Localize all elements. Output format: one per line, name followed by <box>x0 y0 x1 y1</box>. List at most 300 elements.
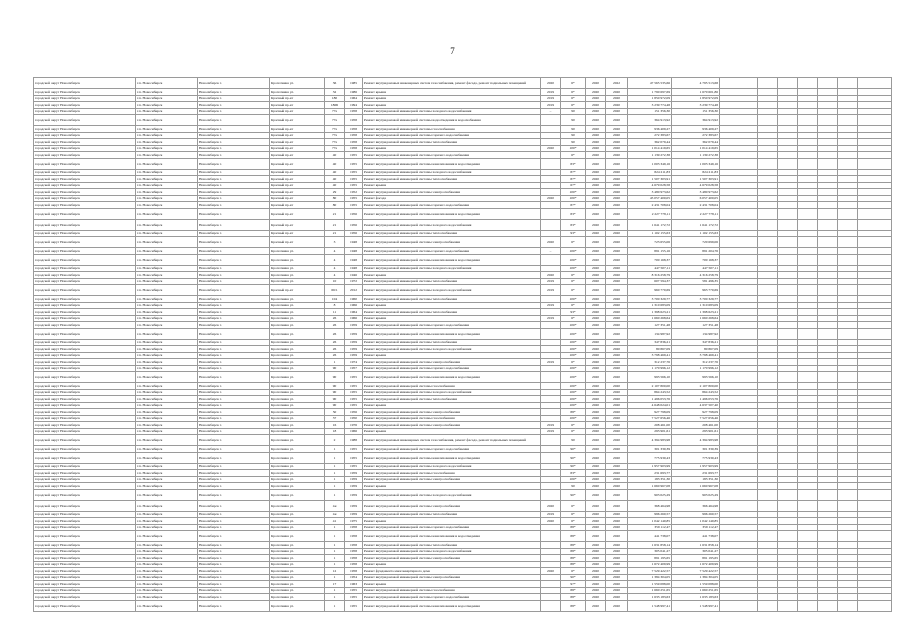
table-cell: Новосибирск г. <box>198 237 270 248</box>
table-cell: Новосибирск г. <box>198 230 270 237</box>
table-cell: Красный пр-кт <box>270 145 325 152</box>
table-cell: Кропоткина ул. <box>270 600 325 611</box>
table-cell: Ремонт внутридомовой инженерной системы канализования и водоотведения <box>363 158 541 169</box>
table-cell: 2020 <box>586 548 606 555</box>
table-cell: 1 641 172,72 <box>628 219 672 230</box>
table-row <box>34 158 892 169</box>
table-cell: г.п. Новосибирск <box>136 265 198 272</box>
table-cell: 1956 <box>345 409 363 416</box>
table-cell: 1986 <box>345 89 363 96</box>
table-cell: Ремонт внутридомовой инженерной системы газоснабжения <box>363 383 541 390</box>
table-cell: Новосибирск г. <box>198 396 270 403</box>
table-cell: г.п. Новосибирск <box>136 152 198 159</box>
table-cell: 1955 <box>345 402 363 409</box>
table-cell: 2020 <box>606 102 628 109</box>
table-cell: городской округ Новосибирск <box>34 555 136 562</box>
table-cell: Ремонт внутридомовой инженерной системы холодного водоснабжения <box>363 389 541 396</box>
table-row <box>34 237 892 248</box>
table-cell: 151 356,30 <box>628 108 672 115</box>
table-cell: 2020 <box>541 237 561 248</box>
table-cell: 2020 <box>586 452 606 463</box>
table-cell: Кропоткина ул. <box>270 389 325 396</box>
table-cell: 90* <box>561 489 586 500</box>
table-cell: Ремонт внутридомовой инженерной системы теплоснабжения <box>363 278 541 285</box>
table-cell: Новосибирск г. <box>198 296 270 303</box>
table-cell: Ремонт внутридомовой инженерной системы холодного водоснабжения <box>363 285 541 296</box>
table-cell: 2020 <box>606 152 628 159</box>
table-cell: 1955 <box>345 176 363 183</box>
table-cell: Кропоткина ул. <box>270 524 325 531</box>
empty-cell <box>838 237 858 248</box>
table-cell: 1959 <box>345 328 363 339</box>
table-cell: Новосибирск г. <box>198 568 270 575</box>
table-row <box>34 115 892 126</box>
table-cell: 441 738,07 <box>628 531 672 542</box>
table-cell: 90 <box>325 383 345 390</box>
table-cell: 100* <box>561 254 586 265</box>
table-cell: 1 507 303,91 <box>672 176 720 183</box>
table-cell: 134 987,92 <box>628 328 672 339</box>
table-cell <box>541 115 561 126</box>
empty-cell <box>818 328 838 339</box>
table-cell: 2020 <box>586 202 606 209</box>
table-cell: Красный пр-кт <box>270 189 325 196</box>
table-cell: 2020 <box>586 542 606 549</box>
table-cell: Кропоткина ул. <box>270 518 325 525</box>
table-cell: 80 867,09 <box>672 346 720 353</box>
table-cell: 2020 <box>586 278 606 285</box>
table-cell: 2020 <box>606 372 628 383</box>
table-cell: Ремонт фундамента многоквартирного дома <box>363 568 541 575</box>
empty-cell <box>818 452 838 463</box>
empty-cell <box>818 158 838 169</box>
empty-cell <box>798 78 818 89</box>
table-cell: 2020 <box>606 145 628 152</box>
table-cell: городской округ Новосибирск <box>34 594 136 601</box>
table-cell: 26 <box>325 346 345 353</box>
table-cell: 100* <box>561 265 586 272</box>
table-cell: 1959 <box>345 511 363 518</box>
table-cell: 723 655,06 <box>628 237 672 248</box>
table-cell: 1 <box>325 476 345 483</box>
table-cell: 1955 <box>345 383 363 390</box>
table-cell: Новосибирск г. <box>198 500 270 511</box>
table-row <box>34 452 892 463</box>
table-cell: Ремонт внутридомовой инженерной системы электроснабжения <box>363 476 541 483</box>
table-cell: 2020 <box>586 108 606 115</box>
table-cell: Кропоткина ул. <box>270 587 325 594</box>
table-cell: 2020 <box>586 296 606 303</box>
table-cell: Кропоткина ул. <box>270 422 325 429</box>
table-cell: 2020 <box>606 561 628 568</box>
table-cell: городской округ Новосибирск <box>34 548 136 555</box>
table-cell: 1 672 409,99 <box>628 561 672 568</box>
table-cell: 1952 <box>345 189 363 196</box>
table-cell: 2020 <box>586 372 606 383</box>
empty-cell <box>778 531 798 542</box>
table-cell: 6* <box>561 500 586 511</box>
table-cell: 2020 <box>606 594 628 601</box>
table-cell: городской округ Новосибирск <box>34 489 136 500</box>
table-cell: Новосибирск г. <box>198 132 270 139</box>
table-cell: 21 <box>325 230 345 237</box>
table-cell: 775 930,43 <box>672 452 720 463</box>
table-cell: 927 798,09 <box>628 409 672 416</box>
table-cell: Ремонт внутридомовой инженерной системы газоснабжения <box>363 126 541 133</box>
table-cell: Ремонт крыши <box>363 483 541 490</box>
table-cell: г.п. Новосибирск <box>136 352 198 359</box>
table-cell: Новосибирск г. <box>198 152 270 159</box>
table-cell: 231 693,77 <box>672 470 720 477</box>
table-cell: 2020 <box>586 248 606 255</box>
empty-cell <box>838 78 858 89</box>
table-cell: 581 496,35 <box>672 278 720 285</box>
table-cell: 2020 <box>586 95 606 102</box>
table-cell: 1946 <box>345 272 363 279</box>
table-cell: 90 <box>561 435 586 446</box>
table-cell: 2019 <box>541 285 561 296</box>
table-cell: Красный пр-кт <box>270 202 325 209</box>
table-cell: 301 330,39 <box>672 446 720 453</box>
table-cell: г.п. Новосибирск <box>136 219 198 230</box>
table-cell: 2020 <box>606 463 628 470</box>
table-cell: 183 351,30 <box>672 476 720 483</box>
table-cell: 2020 <box>606 254 628 265</box>
table-cell: Ремонт внутридомовой инженерной системы холодного водоснабжения <box>363 169 541 176</box>
table-cell: 80 867,09 <box>628 346 672 353</box>
table-cell: городской округ Новосибирск <box>34 524 136 531</box>
table-cell: 2020 <box>586 511 606 518</box>
empty-cell <box>818 285 838 296</box>
table-cell: Красный пр-кт <box>270 237 325 248</box>
table-cell: Ремонт крыши <box>363 518 541 525</box>
table-cell: 2020 <box>586 365 606 372</box>
table-cell: 2 431 708,04 <box>628 202 672 209</box>
table-cell: 12 <box>325 568 345 575</box>
table-cell: 1 <box>325 574 345 581</box>
table-cell: 2020 <box>586 102 606 109</box>
table-cell: Новосибирск г. <box>198 435 270 446</box>
table-row <box>34 435 892 446</box>
table-cell: 77а <box>325 139 345 146</box>
empty-cell <box>778 254 798 265</box>
table-cell: 2020 <box>586 489 606 500</box>
empty-cell <box>838 452 858 463</box>
table-cell: 6* <box>561 237 586 248</box>
table-cell: городской округ Новосибирск <box>34 315 136 322</box>
table-cell: 1 631 858,14 <box>628 542 672 549</box>
table-cell: городской округ Новосибирск <box>34 511 136 518</box>
table-cell: 26 <box>325 339 345 346</box>
table-cell: 1976 <box>345 422 363 429</box>
table-cell: 1985 <box>345 78 363 89</box>
table-row <box>34 531 892 542</box>
table-cell: 700 168,37 <box>672 254 720 265</box>
table-cell: 21 <box>325 208 345 219</box>
empty-cell <box>858 600 892 611</box>
table-cell: 1958 <box>345 531 363 542</box>
table-cell: 6* <box>561 95 586 102</box>
table-cell: 2020 <box>586 89 606 96</box>
empty-cell <box>758 500 778 511</box>
table-cell: г.п. Новосибирск <box>136 302 198 309</box>
table-cell: г.п. Новосибирск <box>136 359 198 366</box>
table-cell: 2020 <box>606 285 628 296</box>
table-cell: 441 738,07 <box>672 531 720 542</box>
table-cell: 40 <box>325 176 345 183</box>
table-cell: 1 170 996,12 <box>628 365 672 372</box>
table-cell: городской округ Новосибирск <box>34 302 136 309</box>
table-cell: 4 316 258,79 <box>672 272 720 279</box>
empty-cell <box>720 372 758 383</box>
empty-cell <box>720 435 758 446</box>
empty-cell <box>838 489 858 500</box>
table-cell: Кропоткина ул. <box>270 409 325 416</box>
table-cell: Кропоткина ул. <box>270 548 325 555</box>
table-cell: 2020 <box>541 78 561 89</box>
table-cell: городской округ Новосибирск <box>34 600 136 611</box>
table-cell: Новосибирск г. <box>198 531 270 542</box>
table-cell: г.п. Новосибирск <box>136 402 198 409</box>
table-cell: 1 042 140,85 <box>672 518 720 525</box>
table-cell: 134 987,92 <box>672 328 720 339</box>
empty-cell <box>838 208 858 219</box>
table-cell: 2020 <box>606 89 628 96</box>
table-cell: 93* <box>561 309 586 316</box>
table-cell: 97* <box>561 581 586 588</box>
table-cell: 1 641 172,72 <box>672 219 720 230</box>
table-cell: 2020 <box>606 219 628 230</box>
table-cell: 301 330,39 <box>628 446 672 453</box>
table-cell: 1948 <box>345 248 363 255</box>
table-cell: городской округ Новосибирск <box>34 581 136 588</box>
empty-cell <box>818 254 838 265</box>
table-cell: 100* <box>561 476 586 483</box>
table-cell: 100* <box>561 339 586 346</box>
table-cell: городской округ Новосибирск <box>34 435 136 446</box>
table-cell: Красный пр-кт <box>270 115 325 126</box>
table-cell: г.п. Новосибирск <box>136 428 198 435</box>
table-cell: 2020 <box>586 322 606 329</box>
table-row <box>34 372 892 383</box>
table-cell: Ремонт крыши <box>363 315 541 322</box>
table-cell: 1988 <box>345 435 363 446</box>
table-cell: г.п. Новосибирск <box>136 230 198 237</box>
table-cell: Ремонт внутридомовой инженерной системы холодного водоснабжения <box>363 219 541 230</box>
empty-cell <box>720 254 758 265</box>
empty-cell <box>818 219 838 230</box>
table-cell: Ремонт внутридомовой инженерной системы горячего водоснабжения <box>363 365 541 372</box>
table-cell: 2020 <box>606 483 628 490</box>
empty-cell <box>858 435 892 446</box>
table-cell: 87* <box>561 169 586 176</box>
table-cell: Новосибирск г. <box>198 272 270 279</box>
table-cell: 2020 <box>586 383 606 390</box>
empty-cell <box>778 208 798 219</box>
table-cell: 2020 <box>586 152 606 159</box>
table-cell: 1955 <box>345 594 363 601</box>
table-cell: 1963 <box>345 581 363 588</box>
table-cell: Новосибирск г. <box>198 600 270 611</box>
table-cell: 1948 <box>345 254 363 265</box>
table-cell: г.п. Новосибирск <box>136 278 198 285</box>
table-row <box>34 285 892 296</box>
table-cell: 2020 <box>606 346 628 353</box>
empty-cell <box>838 254 858 265</box>
table-cell: 3 700 329,77 <box>672 296 720 303</box>
table-cell <box>541 435 561 446</box>
table-cell: 6 057 400,05 <box>672 195 720 202</box>
table-cell: 104 <box>325 296 345 303</box>
empty-cell <box>778 285 798 296</box>
table-cell: 2020 <box>586 518 606 525</box>
table-cell: 100* <box>561 195 586 202</box>
table-cell: 2019 <box>541 278 561 285</box>
empty-cell <box>778 328 798 339</box>
table-cell: 2020 <box>586 568 606 575</box>
table-cell: Новосибирск г. <box>198 322 270 329</box>
table-cell: 1 <box>325 561 345 568</box>
table-cell: 1955 <box>345 195 363 202</box>
table-cell: Ремонт крыши <box>363 182 541 189</box>
table-cell: 2020 <box>586 415 606 422</box>
table-cell: 90 <box>561 115 586 126</box>
table-cell: 90 <box>325 365 345 372</box>
table-cell: Красный пр-кт <box>270 195 325 202</box>
table-cell: 359 112,47 <box>628 524 672 531</box>
table-cell: Кропоткина ул. <box>270 339 325 346</box>
table-cell: 2020 <box>606 115 628 126</box>
page-number: 7 <box>450 46 455 56</box>
table-cell: городской округ Новосибирск <box>34 568 136 575</box>
table-cell: 26 <box>325 352 345 359</box>
table-cell: 2020 <box>606 328 628 339</box>
table-cell: 1958 <box>345 139 363 146</box>
table-cell: 1959 <box>345 346 363 353</box>
table-cell: 4 394 983,98 <box>628 435 672 446</box>
table-cell: г.п. Новосибирск <box>136 176 198 183</box>
table-cell: 3 798 469,41 <box>628 352 672 359</box>
table-cell: 100* <box>561 383 586 390</box>
table-cell: 2020 <box>606 574 628 581</box>
table-cell: 2020 <box>606 402 628 409</box>
table-cell: 40 <box>325 169 345 176</box>
empty-cell <box>758 115 778 126</box>
table-cell: Ремонт крыши <box>363 352 541 359</box>
empty-cell <box>858 452 892 463</box>
table-cell: Новосибирск г. <box>198 208 270 219</box>
table-cell: городской округ Новосибирск <box>34 383 136 390</box>
table-cell: 2020 <box>586 428 606 435</box>
table-cell: городской округ Новосибирск <box>34 115 136 126</box>
table-cell <box>541 452 561 463</box>
table-cell: 2020 <box>606 389 628 396</box>
table-cell: Новосибирск г. <box>198 126 270 133</box>
table-cell: Красный пр-кт <box>270 102 325 109</box>
table-cell: Новосибирск г. <box>198 365 270 372</box>
table-cell: 2019 <box>541 359 561 366</box>
table-cell: 88* <box>561 542 586 549</box>
table-cell: г.п. Новосибирск <box>136 346 198 353</box>
table-cell: городской округ Новосибирск <box>34 365 136 372</box>
empty-cell <box>758 531 778 542</box>
table-cell: Новосибирск г. <box>198 219 270 230</box>
table-cell: 1 <box>325 542 345 549</box>
table-cell: 2020 <box>606 365 628 372</box>
table-cell: 2020 <box>586 315 606 322</box>
table-cell: городской округ Новосибирск <box>34 126 136 133</box>
table-cell: Кропоткина ул. <box>270 435 325 446</box>
table-cell: 83* <box>561 470 586 477</box>
table-cell: Ремонт внутридомовой инженерной системы горячего водоснабжения <box>363 524 541 531</box>
empty-cell <box>858 237 892 248</box>
table-cell: 2020 <box>586 587 606 594</box>
table-cell: 2019 <box>541 422 561 429</box>
table-cell <box>541 208 561 219</box>
table-cell: 4 <box>325 254 345 265</box>
table-cell: Новосибирск г. <box>198 415 270 422</box>
table-cell: Ремонт внутридомовой инженерной системы горячего водоснабжения <box>363 202 541 209</box>
table-cell: 2020 <box>606 108 628 115</box>
table-cell: 208 461,00 <box>628 422 672 429</box>
table-cell: 1959 <box>345 483 363 490</box>
table-cell: 2020 <box>586 600 606 611</box>
empty-cell <box>720 115 758 126</box>
table-cell: 1 170 996,12 <box>672 365 720 372</box>
table-cell: Ремонт внутридомовой инженерной системы холодного водоснабжения <box>363 346 541 353</box>
table-cell: Ремонт внутридомовой инженерной системы горячего водоснабжения <box>363 152 541 159</box>
table-cell: 2020 <box>586 470 606 477</box>
table-cell: Кропоткина ул. <box>270 476 325 483</box>
table-cell: Кропоткина ул. <box>270 489 325 500</box>
table-cell: 1 014 419,65 <box>672 145 720 152</box>
table-cell: городской округ Новосибирск <box>34 102 136 109</box>
table-cell: 2020 <box>606 132 628 139</box>
table-cell: Кропоткина ул. <box>270 415 325 422</box>
table-cell: Красный пр-кт <box>270 176 325 183</box>
table-cell: 1 660 268,64 <box>628 315 672 322</box>
table-cell: Новосибирск г. <box>198 145 270 152</box>
table-cell: 90 <box>561 108 586 115</box>
table-cell: 2019 <box>541 302 561 309</box>
table-cell: 1 631 858,14 <box>672 542 720 549</box>
table-cell: 1966 <box>345 428 363 435</box>
table-cell: 1959 <box>345 352 363 359</box>
table-cell: 1956 <box>345 230 363 237</box>
table-cell <box>541 489 561 500</box>
table-cell: 2020 <box>586 422 606 429</box>
empty-cell <box>858 208 892 219</box>
table-cell: 100* <box>561 145 586 152</box>
table-cell: 2020 <box>586 309 606 316</box>
table-cell: городской округ Новосибирск <box>34 561 136 568</box>
table-row <box>34 219 892 230</box>
table-cell: Ремонт крыши <box>363 428 541 435</box>
table-cell: 4 <box>325 265 345 272</box>
table-cell: Красный пр-кт <box>270 182 325 189</box>
table-cell: Красный пр-кт <box>270 158 325 169</box>
table-cell: 1 <box>325 463 345 470</box>
table-row <box>34 600 892 611</box>
table-cell: Ремонт крыши <box>363 272 541 279</box>
table-cell: 2020 <box>586 476 606 483</box>
table-cell: 1959 <box>345 470 363 477</box>
empty-cell <box>798 500 818 511</box>
table-cell: 347 836,21 <box>672 339 720 346</box>
table-cell: 2020 <box>586 230 606 237</box>
empty-cell <box>838 435 858 446</box>
table-cell: Ремонт внутридомовой инженерной системы теплоснабжения <box>363 230 541 237</box>
